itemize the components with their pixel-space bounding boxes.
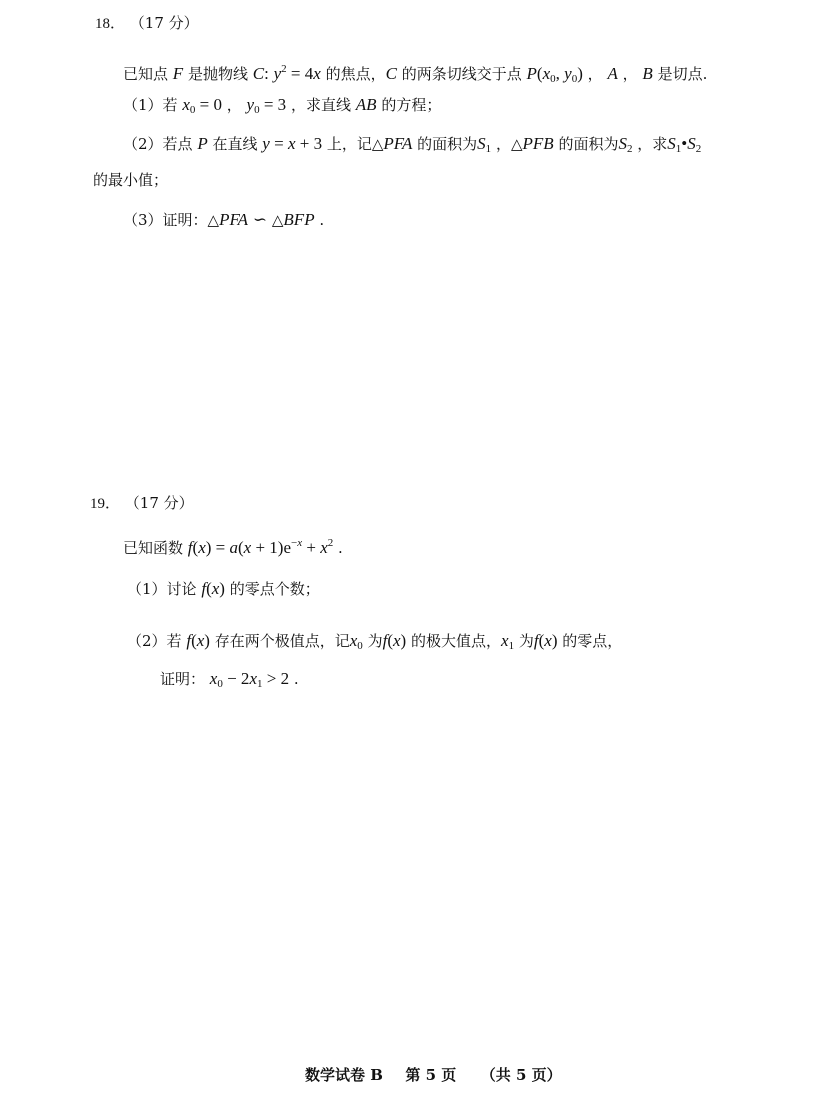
page-footer <box>305 1064 562 1086</box>
q18-part2-text: 上，记△ <box>326 135 384 153</box>
footer-subject: 数学试卷 B <box>305 1066 383 1084</box>
q19-part2-text: 为 <box>518 632 534 650</box>
footer-total: （共 5 页） <box>480 1066 562 1084</box>
math-parabola: C <box>252 64 265 83</box>
math-point-P: P <box>526 64 537 83</box>
q18-part1-text: ，求直线 <box>290 96 351 114</box>
q18-header <box>95 12 199 35</box>
q18-stem-text: 是抛物线 <box>187 65 248 83</box>
q18-part1: （1）若 $x_0 = 0$ ， $y_0 = 3$ ，求直线 AB 的方程； <box>123 95 442 116</box>
triangle-symbol: △ <box>271 211 284 229</box>
q18-part2-text: ，求 <box>637 135 668 153</box>
q19-part1: （1）讨论 f(x) 的零点个数； <box>127 579 320 598</box>
q19-part2-label: （2）若 <box>127 632 182 650</box>
q19-part1-text: 的零点个数； <box>229 580 320 598</box>
q18-stem-text: 是切点. <box>657 65 708 83</box>
q18-part2-label: （2）若点 <box>123 135 193 153</box>
q18-stem-text: 已知点 <box>123 65 169 83</box>
q19-stem: 已知函数 $f(x) = a(x + 1)e^{-x} + x^2$ . <box>123 537 343 557</box>
q19-part2-proof: 证明： $x_0 - 2x_1 > 2$ . <box>160 669 299 690</box>
q19-part2-text: 的极大值点， <box>411 632 502 650</box>
punct: ， <box>622 65 638 83</box>
q18-part1-text: 的方程； <box>381 96 442 114</box>
q18-part2-text: 在直线 <box>212 135 258 153</box>
q19-number: 19． <box>90 496 121 512</box>
q18-stem: 已知点 F 是抛物线 C: $y^2 = 4x$ 的焦点，C 的两条切线交于点 $P(x_0$, $y_0$) ， A ， B 是切点. <box>123 63 708 85</box>
q18-part3-label: （3）证明：△ <box>123 211 220 229</box>
q19-part2: （2）若 f(x) 存在两个极值点，记$x_0$ 为f(x) 的极大值点，$x_1$ 为f(x) 的零点， <box>127 631 623 652</box>
q18-part2-text: 的最小值； <box>93 171 169 189</box>
punct: . <box>338 539 343 557</box>
q19-part2-text: 的零点， <box>562 632 623 650</box>
q18-score: （17 分） <box>129 14 199 32</box>
q19-proof-label: 证明： <box>160 670 206 688</box>
q18-part2: （2）若点 P 在直线 y = x + 3 上，记△PFA 的面积为$S_1$ ，△PFB 的面积为$S_2$ ，求$S_1•S_2$ <box>123 134 702 155</box>
q19-header <box>90 492 194 515</box>
punct: . <box>293 670 299 688</box>
q19-score: （17 分） <box>124 494 194 512</box>
q18-part3: （3）证明：△PFA ∽ △BFP . <box>123 210 325 229</box>
q18-part2-text: ，△ <box>495 135 523 153</box>
footer-page: 第 5 页 <box>405 1066 457 1084</box>
math-F: F <box>172 64 184 83</box>
q18-part1-label: （1）若 <box>123 96 178 114</box>
q18-part2-text: 的面积为 <box>417 135 478 153</box>
q19-stem-text: 已知函数 <box>123 539 184 557</box>
punct: . <box>319 211 325 229</box>
q18-stem-text: 的焦点， <box>325 65 386 83</box>
punct: ， <box>226 96 242 114</box>
q18-stem-text: 的两条切线交于点 <box>401 65 522 83</box>
q18-part2-text: 的面积为 <box>558 135 619 153</box>
q19-part2-text: 为 <box>367 632 383 650</box>
similar-symbol: ∽ <box>252 210 268 229</box>
q18-part2-cont <box>93 169 168 191</box>
punct: ， <box>587 65 603 83</box>
q18-number: 18． <box>95 16 126 32</box>
q19-part1-label: （1）讨论 <box>127 580 197 598</box>
q19-part2-text: 存在两个极值点，记 <box>214 632 350 650</box>
